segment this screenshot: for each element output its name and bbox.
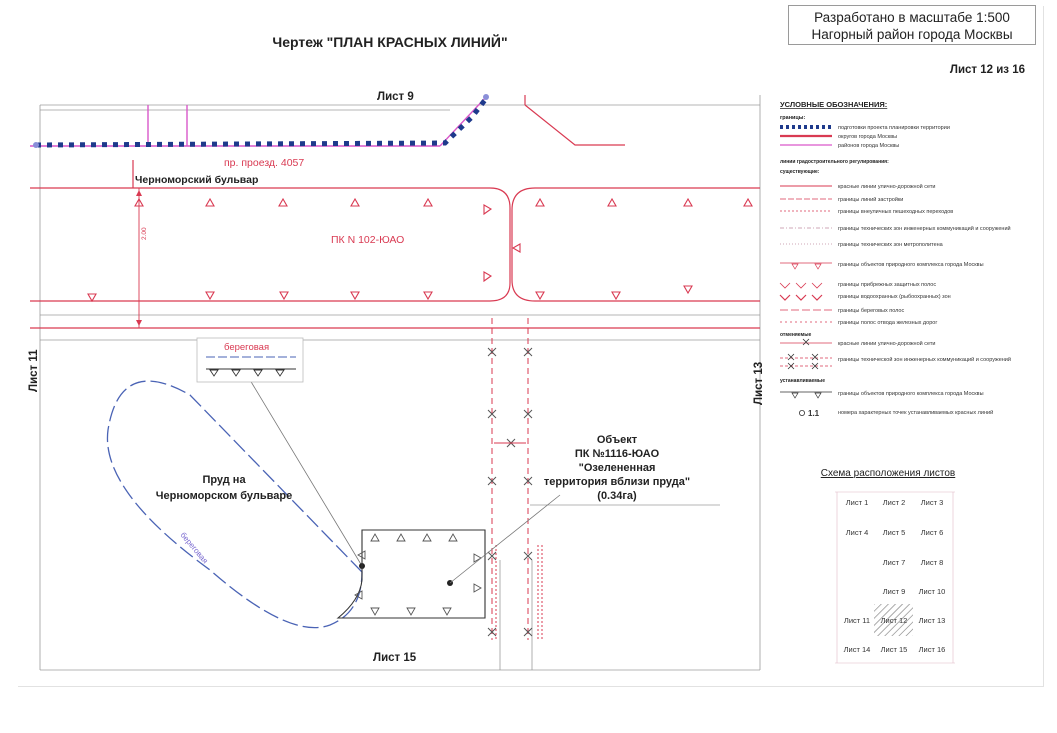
legend-group-borders: границы: xyxy=(780,115,806,121)
triangle-marker xyxy=(608,199,616,206)
triangle-marker xyxy=(206,199,214,206)
label-object-line1: Объект xyxy=(596,434,638,446)
scheme-sheet-4: Лист 4 xyxy=(845,528,869,537)
triangle-marker xyxy=(684,199,692,206)
triangle-marker xyxy=(443,608,451,615)
scheme-sheet-15: Лист 15 xyxy=(880,645,908,654)
triangle-marker xyxy=(371,534,379,541)
scheme-sheet-1: Лист 1 xyxy=(845,498,869,507)
boundary-start-marker xyxy=(33,142,39,148)
triangle-marker xyxy=(612,292,620,299)
scheme-sheet-9: Лист 9 xyxy=(882,587,906,596)
label-object-line5: (0.34га) xyxy=(597,490,637,502)
triangle-marker xyxy=(424,292,432,299)
scheme-sheet-13: Лист 13 xyxy=(918,616,946,625)
legend-cancelled: отменяемые xyxy=(780,332,812,338)
label-boulevard: Черноморский бульвар xyxy=(135,174,259,186)
triangle-marker xyxy=(351,199,359,206)
legend-existing-4: границы технических зон инженерных коммуникаций и сооружений xyxy=(838,226,1011,232)
scheme-sheet-11: Лист 11 xyxy=(843,616,871,625)
triangle-marker xyxy=(513,244,520,252)
project-boundary xyxy=(36,96,488,145)
scheme-title: Схема расположения листов xyxy=(820,468,956,479)
triangle-marker xyxy=(744,199,752,206)
triangle-marker xyxy=(206,292,214,299)
label-pond-line1: Пруд на xyxy=(202,474,246,486)
legend-existing-9: границы береговых полос xyxy=(838,308,905,314)
triangle-marker xyxy=(351,292,359,299)
scheme-grid xyxy=(835,492,955,663)
legend-cancelled-2: границы технической зон инженерных коммуникаций и сооружений xyxy=(838,357,1011,363)
railway-strip xyxy=(496,545,542,640)
sheet-scheme xyxy=(821,468,955,663)
label-sheet-left: Лист 11 xyxy=(28,349,40,392)
label-street-passage: пр. проезд. 4057 xyxy=(224,157,305,169)
label-sheet-right: Лист 13 xyxy=(753,361,765,405)
triangle-marker xyxy=(397,534,405,541)
legend-existing-6: границы объектов природного комплекса города Москвы xyxy=(838,262,984,268)
pond-outline xyxy=(107,381,362,628)
legend-existing-1: красные линии улично-дорожной сети xyxy=(838,184,936,190)
label-sheet-top: Лист 9 xyxy=(377,91,414,103)
triangle-marker xyxy=(371,608,379,615)
legend-existing-3: границы внеуличных пешеходных переходов xyxy=(838,209,954,215)
triangle-marker xyxy=(424,199,432,206)
scheme-sheet-8: Лист 8 xyxy=(920,558,944,567)
district-line: Нагорный район города Москвы xyxy=(811,27,1013,42)
legend-point-icon xyxy=(799,410,804,415)
legend-existing-5: границы технических зон метрополитена xyxy=(838,242,943,248)
legend-point-mark: 1.1 xyxy=(808,409,820,418)
legend-established-1: границы объектов природного комплекса города Москвы xyxy=(838,391,984,397)
label-object-line2: ПК №1116-ЮАО xyxy=(574,448,660,460)
legend-cancelled-1: красные линии улично-дорожной сети xyxy=(838,341,936,347)
legend-existing-2: границы линий застройки xyxy=(838,197,904,203)
legend-established-2: номера характерных точек устанавливаемых красных линий xyxy=(838,410,994,416)
red-lines xyxy=(30,95,760,328)
triangle-marker xyxy=(536,292,544,299)
legend-existing-7: границы прибрежных защитных полос xyxy=(838,282,937,288)
label-pond-line2: Черноморском бульваре xyxy=(155,490,293,502)
legend-border-2: округов города Москвы xyxy=(838,134,898,140)
pond-callout-line xyxy=(250,380,362,566)
scheme-sheet-2: Лист 2 xyxy=(882,498,906,507)
triangle-marker xyxy=(684,286,692,293)
label-sheet-bottom: Лист 15 xyxy=(373,652,417,664)
legend-existing-8: границы водоохранных (рыбоохранных) зон xyxy=(838,294,951,300)
object-boundary xyxy=(338,530,485,618)
object-boundary-markers xyxy=(355,534,481,615)
label-dimension: 2.00 xyxy=(141,227,148,240)
drawing-title: Чертеж "ПЛАН КРАСНЫХ ЛИНИЙ" xyxy=(272,34,508,50)
district-boundary xyxy=(30,95,488,146)
triangle-marker xyxy=(88,294,96,301)
scheme-sheet-12: Лист 12 xyxy=(880,616,908,625)
scheme-sheet-14: Лист 14 xyxy=(843,645,871,654)
object-callout-line xyxy=(450,495,560,583)
triangle-marker xyxy=(423,534,431,541)
legend-border-3: районов города Москвы xyxy=(838,143,900,149)
boundary-end-marker xyxy=(483,94,489,100)
triangle-marker xyxy=(484,272,491,281)
label-object-line4: территория вблизи пруда" xyxy=(543,476,691,488)
scheme-sheet-16: Лист 16 xyxy=(918,645,946,654)
triangle-marker xyxy=(280,292,288,299)
cancel-x-marks xyxy=(488,348,532,636)
shore-inset-label: береговая xyxy=(224,342,270,353)
pond-shore-label: береговая xyxy=(178,530,210,566)
legend xyxy=(780,100,1011,418)
scale-line: Разработано в масштабе 1:500 xyxy=(814,10,1010,25)
label-object-line3: "Озелененная xyxy=(578,462,656,474)
scheme-sheet-7: Лист 7 xyxy=(882,558,906,567)
cancelled-lines xyxy=(492,318,528,640)
triangle-marker xyxy=(279,199,287,206)
legend-established: устанавливаемые xyxy=(780,378,825,384)
scheme-sheet-3: Лист 3 xyxy=(920,498,944,507)
triangle-marker xyxy=(449,534,457,541)
triangle-marker xyxy=(474,584,481,592)
legend-group-lines: линии градостроительного регулирования: xyxy=(780,159,889,165)
label-pk-102: ПК N 102-ЮАО xyxy=(331,234,405,246)
scheme-sheet-6: Лист 6 xyxy=(920,528,944,537)
legend-existing-10: границы полос отвода железных дорог xyxy=(838,320,938,326)
scheme-sheet-5: Лист 5 xyxy=(882,528,906,537)
triangle-marker xyxy=(407,608,415,615)
scheme-sheet-10: Лист 10 xyxy=(918,587,946,596)
legend-title: УСЛОВНЫЕ ОБОЗНАЧЕНИЯ: xyxy=(780,100,888,109)
sheet-number: Лист 12 из 16 xyxy=(949,64,1025,76)
legend-existing: существующие: xyxy=(780,169,820,175)
triangle-marker xyxy=(536,199,544,206)
legend-border-1: подготовки проекта планировки территории xyxy=(838,125,950,131)
red-line-markers xyxy=(88,199,752,301)
triangle-marker xyxy=(484,205,491,214)
